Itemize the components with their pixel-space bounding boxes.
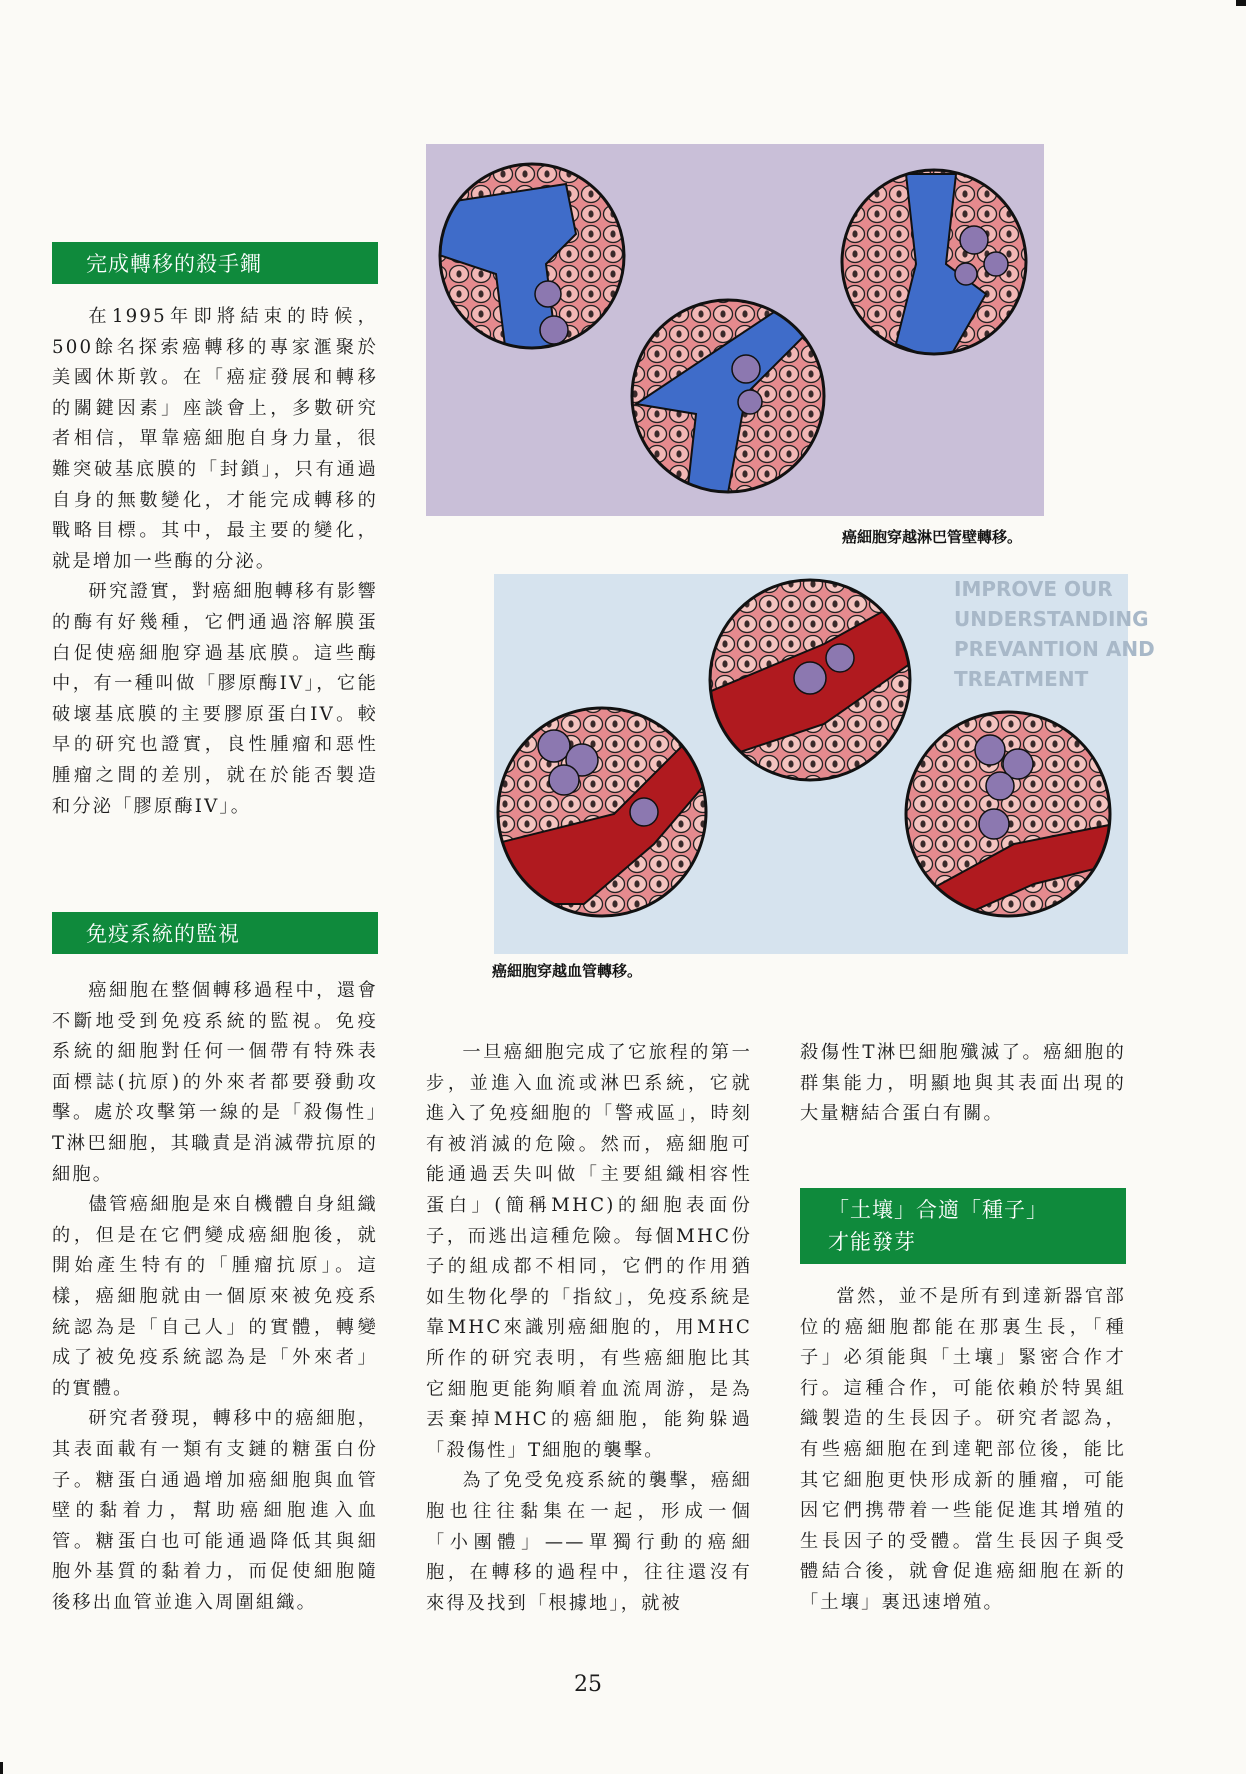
left-column-text-2: [52, 976, 378, 1618]
lymphatic-illustration: [426, 144, 1044, 516]
section-heading-metastasis: [52, 242, 378, 284]
bg-text-line: PREVANTION AND: [954, 637, 1155, 661]
figure-blood-vessel-metastasis: [494, 574, 1155, 954]
blood-vessel-illustration: [494, 574, 1155, 954]
middle-column-text: [426, 1038, 752, 1619]
bg-text-line: TREATMENT: [954, 667, 1089, 691]
bg-text-line: IMPROVE OUR: [954, 577, 1113, 601]
section-heading-immune: [52, 912, 378, 954]
paragraph: 研究者發現，轉移中的癌細胞，其表面載有一類有支鏈的糖蛋白份子。糖蛋白通過增加癌細胞與血管壁的黏着力，幫助癌細胞進入血管。糖蛋白也可能通過降低其與細胞外基質的黏着力，而促使細胞隨後移出血管並進入周圍組織。: [52, 1408, 378, 1613]
section-heading-text: 完成轉移的殺手鐧: [86, 252, 262, 276]
page-edge-mark-bottom: [0, 1762, 3, 1774]
left-column-text-1: [52, 302, 378, 822]
right-column-text-1: [800, 1038, 1126, 1130]
right-column-text-2: [800, 1282, 1126, 1619]
paragraph: 研究證實，對癌細胞轉移有影響的酶有好幾種，它們通過溶解膜蛋白促使癌細胞穿過基底膜。這些酶中，有一種叫做「膠原酶IV」，它能破壞基底膜的主要膠原蛋白IV。較早的研究也證實，良性腫瘤和惡性腫瘤之間的差別，就在於能否製造和分泌「膠原酶IV」。: [52, 581, 378, 817]
paragraph: 一旦癌細胞完成了它旅程的第一步，並進入血流或淋巴系統，它就進入了免疫細胞的「警戒區」，時刻有被消滅的危險。然而，癌細胞可能通過丟失叫做「主要組織相容性蛋白」(簡稱MHC)的細胞表面份子，而逃出這種危險。每個MHC份子的組成都不相同，它們的作用猶如生物化學的「指紋」，免疫系統是靠MHC來識別癌細胞的，用MHC所作的研究表明，有些癌細胞比其它細胞更能夠順着血流周游，是為丟棄掉MHC的癌細胞，能夠躲過「殺傷性」T細胞的襲擊。: [426, 1042, 752, 1461]
page-number: 25: [574, 1672, 602, 1697]
section-heading-line: 才能發芽: [828, 1230, 916, 1254]
figure-caption-blood-vessel: 癌細胞穿越血管轉移。: [492, 962, 643, 980]
section-heading-soil-seed: [800, 1188, 1126, 1264]
paragraph: 儘管癌細胞是來自機體自身組織的，但是在它們變成癌細胞後，就開始產生特有的「腫瘤抗原」。這樣，癌細胞就由一個原來被免疫系統認為是「自己人」的實體，轉變成了被免疫系統認為是「外來者」的實體。: [52, 1194, 378, 1399]
paragraph: 在1995年即將結束的時候，500餘名探索癌轉移的專家滙聚於美國休斯敦。在「癌症發展和轉移的關鍵因素」座談會上，多數研究者相信，單靠癌細胞自身力量，很難突破基底膜的「封鎖」，只有通過自身的無數變化，才能完成轉移的戰略目標。其中，最主要的變化，就是增加一些酶的分泌。: [52, 306, 378, 572]
paragraph: 癌細胞在整個轉移過程中，還會不斷地受到免疫系統的監視。免疫系統的細胞對任何一個帶有特殊表面標誌(抗原)的外來者都要發動攻擊。處於攻擊第一線的是「殺傷性」T淋巴細胞，其職責是消滅帶抗原的細胞。: [52, 980, 378, 1185]
paragraph: 當然，並不是所有到達新器官部位的癌細胞都能在那裏生長，「種子」必須能與「土壤」緊密合作才行。這種合作，可能依賴於特異組織製造的生長因子。研究者認為，有些癌細胞在到達靶部位後，能比其它細胞更快形成新的腫瘤，可能因它們携帶着一些能促進其增殖的生長因子的受體。當生長因子與受體結合後，就會促進癌細胞在新的「土壤」裏迅速增殖。: [800, 1286, 1126, 1613]
page-edge-mark-top: [1236, 0, 1246, 6]
figure-caption-lymphatic: 癌細胞穿越淋巴管壁轉移。: [842, 528, 1023, 546]
bg-text-line: UNDERSTANDING: [954, 607, 1149, 631]
paragraph: 為了免受免疫系統的襲擊，癌細胞也往往黏集在一起，形成一個「小團體」——單獨行動的癌細胞，在轉移的過程中，往往還沒有來得及找到「根據地」，就被: [426, 1470, 752, 1614]
paragraph: 殺傷性T淋巴細胞殲滅了。癌細胞的群集能力，明顯地與其表面出現的大量糖結合蛋白有關。: [800, 1042, 1126, 1125]
figure-lymphatic-metastasis: [426, 144, 1044, 516]
section-heading-text: 免疫系統的監視: [86, 922, 240, 946]
section-heading-line: 「土壤」合適「種子」: [828, 1198, 1048, 1222]
